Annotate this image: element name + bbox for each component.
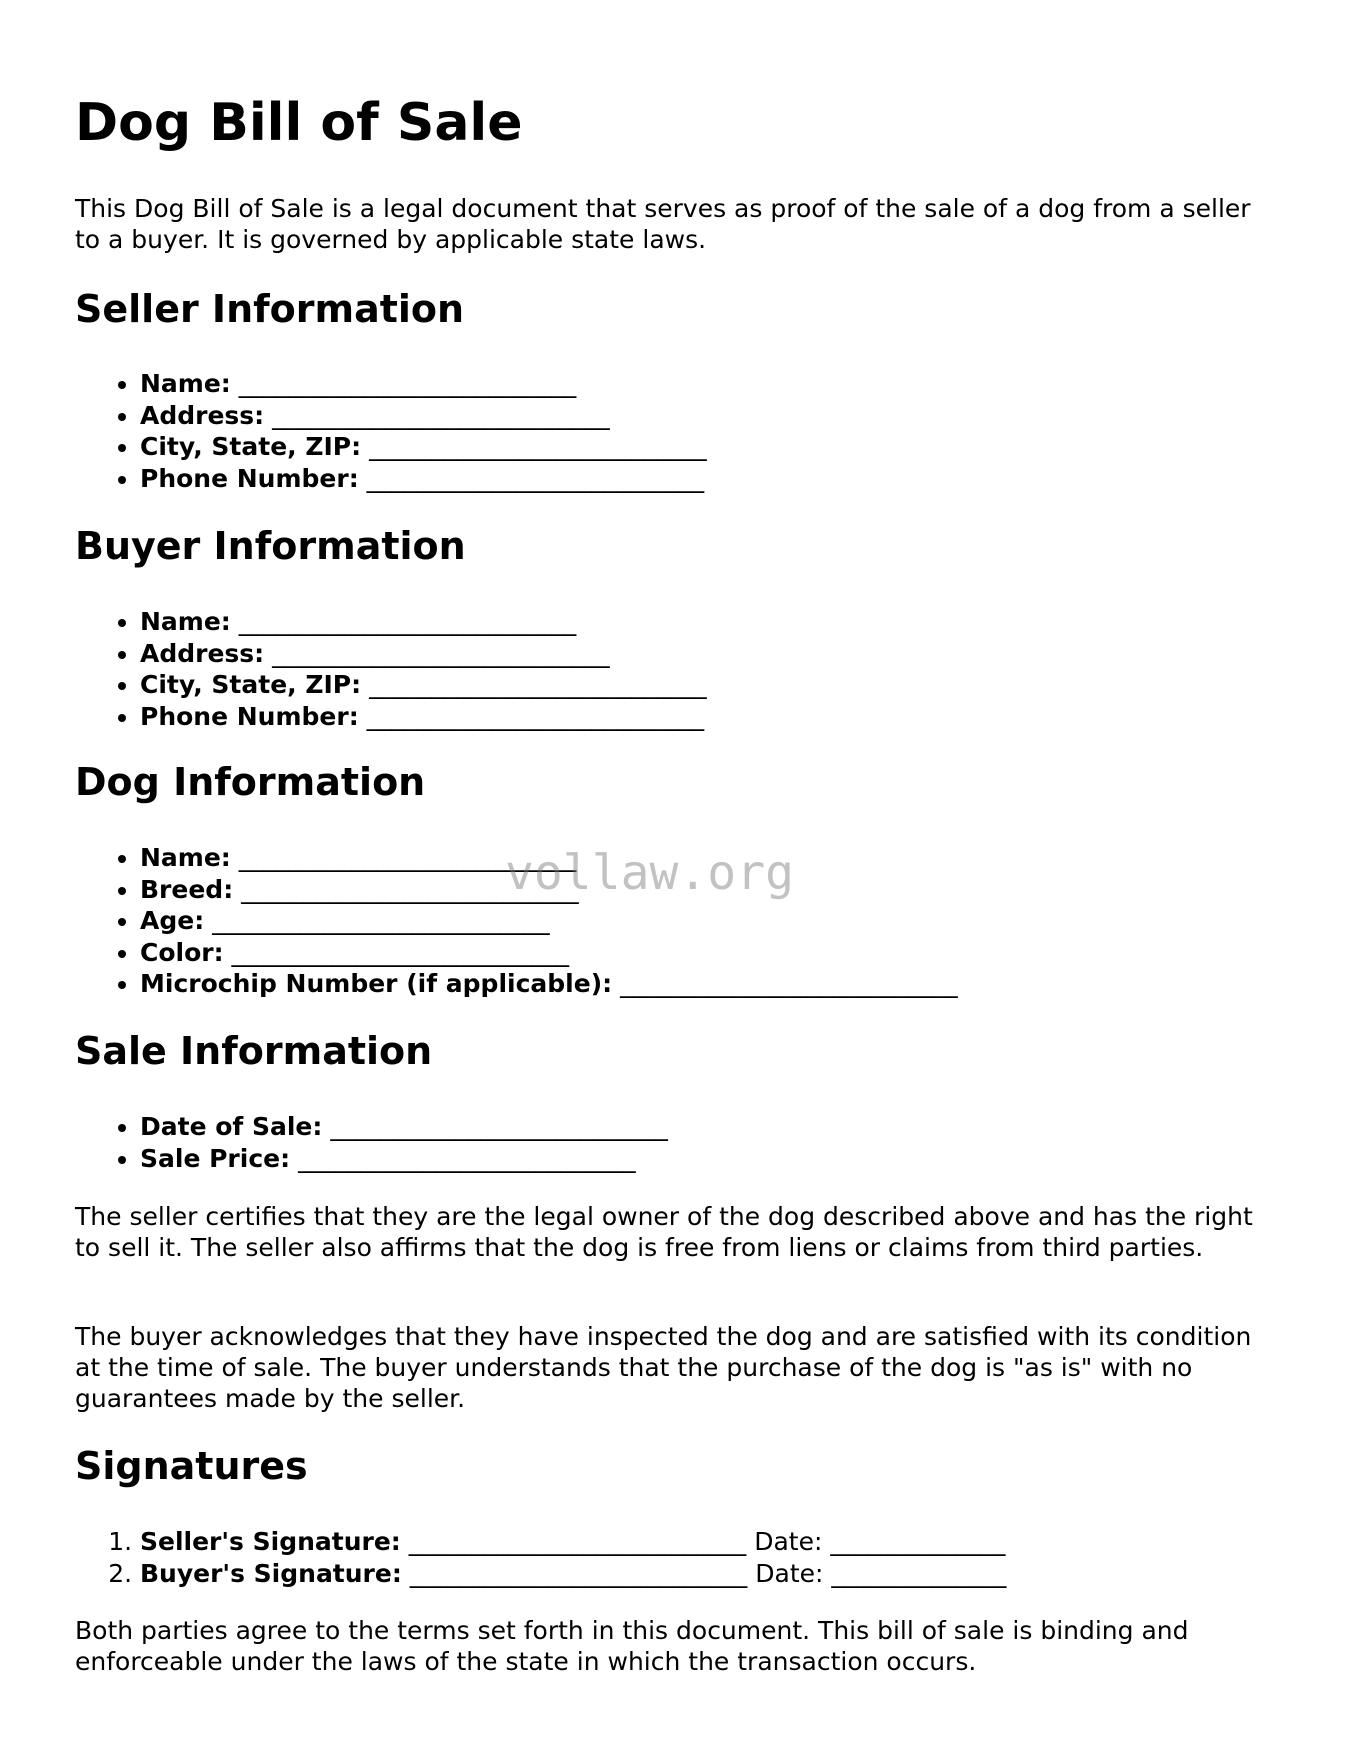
blank-line: ___________________________ xyxy=(238,369,577,398)
buyer-list xyxy=(75,606,707,732)
dog-list xyxy=(75,842,958,1000)
dog-breed-item xyxy=(140,874,958,906)
dog-name-item xyxy=(140,842,958,874)
seller-address-item xyxy=(140,400,707,432)
sale-list xyxy=(75,1111,668,1174)
dog-heading: Dog Information xyxy=(75,760,426,804)
signature-line: ___________________________ xyxy=(408,1527,747,1556)
sale-date-item xyxy=(140,1111,668,1143)
blank-line: ___________________________ xyxy=(298,1143,636,1173)
buyer-address-item xyxy=(140,638,707,670)
field-label: Name: xyxy=(140,607,231,636)
signatures-heading: Signatures xyxy=(75,1444,308,1488)
field-label: Name: xyxy=(140,843,231,872)
field-label: City, State, ZIP: xyxy=(140,670,362,699)
buyer-heading: Buyer Information xyxy=(75,524,466,568)
blank-line: ___________________________ xyxy=(231,937,570,967)
date-line: ______________ xyxy=(830,1527,1006,1556)
field-label: Breed: xyxy=(140,874,234,904)
field-label: Seller's Signature: xyxy=(140,1527,401,1556)
seller-certification-paragraph: The seller certifies that they are the legal owner of the dog described above and has the right to sell it. The seller also affirms that the dog is free from liens or claims from third parties. xyxy=(75,1202,1253,1262)
blank-line: ___________________________ xyxy=(212,906,550,935)
dog-color-item xyxy=(140,937,958,969)
buyer-signature-item xyxy=(140,1558,1006,1590)
blank-line: ___________________________ xyxy=(369,432,707,461)
seller-list xyxy=(75,368,707,494)
buyer-acknowledgement-paragraph: The buyer acknowledges that they have inspected the dog and are satisfied with its condition at the time of sale. The buyer understands that the purchase of the dog is "as is" with no guarantees made by the seller. xyxy=(75,1322,1252,1413)
blank-line: ___________________________ xyxy=(366,701,705,731)
dog-age-item xyxy=(140,905,958,937)
blank-line: ___________________________ xyxy=(238,607,577,636)
page-title: Dog Bill of Sale xyxy=(75,93,523,153)
seller-signature-item xyxy=(140,1526,1006,1558)
blank-line: ___________________________ xyxy=(272,638,610,668)
blank-line: ___________________________ xyxy=(366,463,705,493)
blank-line: ___________________________ xyxy=(620,969,958,998)
field-label: Microchip Number (if applicable): xyxy=(140,969,613,998)
field-label: Date of Sale: xyxy=(140,1112,323,1141)
seller-phone-item xyxy=(140,463,707,495)
signature-line: ___________________________ xyxy=(409,1558,748,1588)
seller-city-item xyxy=(140,431,707,463)
blank-line: ___________________________ xyxy=(238,843,577,872)
field-label: Phone Number: xyxy=(140,701,359,731)
sale-price-item xyxy=(140,1143,668,1175)
field-label: Phone Number: xyxy=(140,463,359,493)
date-line: ______________ xyxy=(831,1558,1007,1588)
signatures-list xyxy=(75,1526,1006,1589)
blank-line: ___________________________ xyxy=(330,1112,668,1141)
seller-name-item xyxy=(140,368,707,400)
blank-line: ___________________________ xyxy=(369,670,707,699)
blank-line: ___________________________ xyxy=(272,400,610,430)
field-label: Color: xyxy=(140,937,224,967)
intro-paragraph: This Dog Bill of Sale is a legal document that serves as proof of the sale of a dog from a seller to a buyer. It is governed by applicable state laws. xyxy=(75,194,1251,254)
watermark: vollaw.org xyxy=(505,845,794,901)
dog-microchip-item xyxy=(140,968,958,1000)
field-label: Name: xyxy=(140,369,231,398)
field-label: Address: xyxy=(140,400,265,430)
buyer-city-item xyxy=(140,669,707,701)
field-label: Sale Price: xyxy=(140,1143,291,1173)
closing-paragraph: Both parties agree to the terms set forth in this document. This bill of sale is binding and enforceable under the laws of the state in which the transaction occurs. xyxy=(75,1616,1189,1676)
date-label: Date: xyxy=(754,1527,823,1556)
buyer-name-item xyxy=(140,606,707,638)
field-label: Buyer's Signature: xyxy=(140,1558,402,1588)
blank-line: ___________________________ xyxy=(241,874,579,904)
seller-heading: Seller Information xyxy=(75,287,465,331)
field-label: Age: xyxy=(140,906,205,935)
sale-heading: Sale Information xyxy=(75,1029,433,1073)
date-label: Date: xyxy=(755,1558,824,1588)
field-label: Address: xyxy=(140,638,265,668)
field-label: City, State, ZIP: xyxy=(140,432,362,461)
buyer-phone-item xyxy=(140,701,707,733)
